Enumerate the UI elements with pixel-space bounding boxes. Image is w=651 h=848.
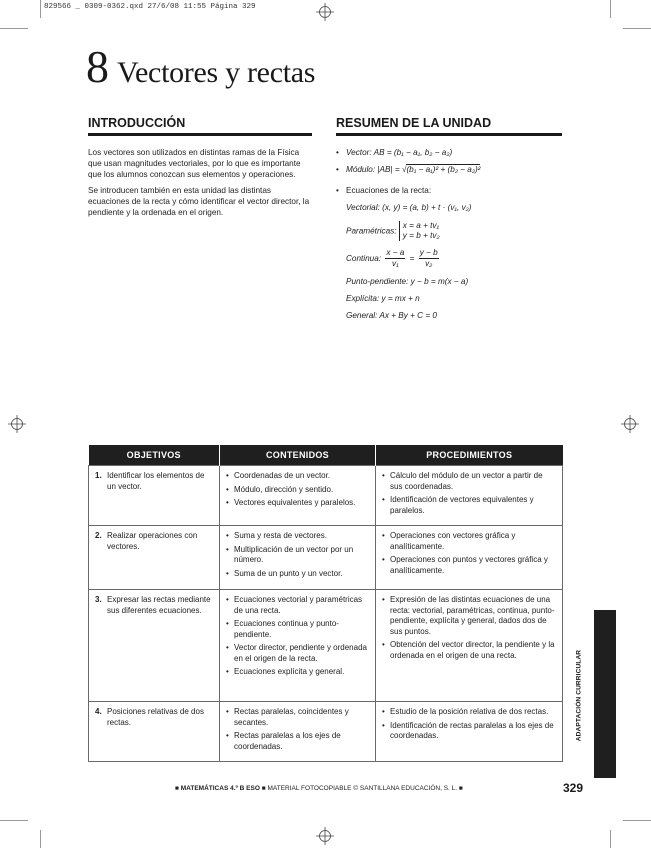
crop-mark <box>40 830 41 848</box>
crop-mark <box>623 28 651 29</box>
heading-rule <box>88 133 312 136</box>
list-item: • Ecuaciones explícita y general. <box>226 667 369 678</box>
crop-mark <box>610 0 611 18</box>
list-item: • Identificación de vectores equivalentes y paralelos. <box>382 495 556 516</box>
side-tab <box>594 610 616 778</box>
procedures-cell <box>376 526 563 590</box>
general-equation: General: Ax + By + C = 0 <box>346 311 437 320</box>
procedures-cell <box>376 702 563 762</box>
registration-mark-icon <box>316 827 334 845</box>
intro-paragraph: Se introducen también en esta unidad las distintas ecuaciones de la recta y cómo identificar el vector director, la pendiente y la ordenada en el origen. <box>88 185 310 218</box>
footer-book: MATEMÁTICAS 4.º B ESO <box>180 785 260 792</box>
parametric-equation: Paramétricas: x = a + tv₁ y = b + tv₂ <box>346 221 440 240</box>
table-row <box>89 526 563 590</box>
table-row <box>89 590 563 702</box>
registration-mark-icon <box>621 415 639 433</box>
objective-cell: 1. Identificar los elementos de un vector. <box>89 466 220 526</box>
table-header-row <box>89 445 563 466</box>
footer: ■ MATEMÁTICAS 4.º B ESO ■ MATERIAL FOTOCOPIABLE © SANTILLANA EDUCACIÓN, S. L. ■ <box>175 785 463 792</box>
procedures-cell <box>376 466 563 526</box>
objective-cell: 3. Expresar las rectas mediante sus diferentes ecuaciones. <box>89 590 220 702</box>
crop-mark <box>0 820 28 821</box>
list-item: • Cálculo del módulo de un vector a partir de sus coordenadas. <box>382 471 556 492</box>
list-item: • Multiplicación de un vector por un número. <box>226 545 369 566</box>
table-row <box>89 702 563 762</box>
header-contenidos: CONTENIDOS <box>220 445 376 466</box>
chapter-number: 8 <box>86 41 109 92</box>
list-item: • Expresión de las distintas ecuaciones de una recta: vectorial, paramétricas, continua, punto-pendiente, explícita y general, dados dos de sus puntos. <box>382 595 556 637</box>
vectorial-equation: Vectorial: (x, y) = (a, b) + t · (v₁, v₂) <box>346 203 472 212</box>
contents-cell <box>220 590 376 702</box>
registration-mark-icon <box>8 415 26 433</box>
continuous-equation: Continua: $\frac{x - a}{\text{v₁}}$ = $\frac{y - b}{\text{v₂}}$ <box>346 248 438 268</box>
chapter-name: Vectores y rectas <box>117 56 316 89</box>
list-item: • Identificación de rectas paralelas a los ejes de coordenadas. <box>382 721 556 742</box>
registration-mark-icon <box>316 3 334 21</box>
list-item: • Vector director, pendiente y ordenada en el origen de la recta. <box>226 643 369 664</box>
table-row <box>89 466 563 526</box>
crop-mark <box>0 28 28 29</box>
objective-cell: 2. Realizar operaciones con vectores. <box>89 526 220 590</box>
list-item: • Operaciones con vectores gráfica y analíticamente. <box>382 531 556 552</box>
print-slug: 829566 _ 0309-0362.qxd 27/6/08 11:55 Página 329 <box>44 3 256 11</box>
list-item: • Estudio de la posición relativa de dos rectas. <box>382 707 556 718</box>
contents-cell <box>220 526 376 590</box>
list-item: • Rectas paralelas a los ejes de coordenadas. <box>226 731 369 752</box>
list-item: • Rectas paralelas, coincidentes y secantes. <box>226 707 369 728</box>
modulo-formula: • Módulo: |AB| = √(b₁ − a₁)² + (b₂ − a₂)² <box>336 165 481 174</box>
list-item: • Coordenadas de un vector. <box>226 471 369 482</box>
intro-paragraph: Los vectores son utilizados en distintas ramas de la Física que usan magnitudes vectoriales, por lo que es importante que los alumnos conozcan sus elementos y operaciones. <box>88 148 301 180</box>
crop-mark <box>623 820 651 821</box>
objective-cell: 4. Posiciones relativas de dos rectas. <box>89 702 220 762</box>
contents-cell <box>220 702 376 762</box>
footer-copyright: MATERIAL FOTOCOPIABLE © SANTILLANA EDUCACIÓN, S. L. <box>267 785 458 792</box>
procedures-cell <box>376 590 563 702</box>
crop-mark <box>40 0 41 18</box>
vector-formula: • Vector: AB = (b₁ − a₁, b₂ − a₂) <box>336 148 453 157</box>
list-item: • Ecuaciones continua y punto-pendiente. <box>226 619 369 640</box>
intro-text <box>88 147 310 222</box>
equations-heading: • Ecuaciones de la recta: <box>336 186 432 195</box>
summary-heading: RESUMEN DE LA UNIDAD <box>336 116 492 130</box>
contents-cell <box>220 466 376 526</box>
list-item: • Obtención del vector director, la pendiente y la ordenada en el origen de una recta. <box>382 640 556 661</box>
list-item: • Módulo, dirección y sentido. <box>226 485 369 496</box>
objectives-table <box>88 445 563 762</box>
list-item: • Suma y resta de vectores. <box>226 531 369 542</box>
intro-heading: INTRODUCCIÓN <box>88 116 186 130</box>
page-number: 329 <box>563 781 584 795</box>
list-item: • Vectores equivalentes y paralelos. <box>226 498 369 509</box>
header-procedimientos: PROCEDIMIENTOS <box>376 445 563 466</box>
point-slope-equation: Punto-pendiente: y − b = m(x − a) <box>346 277 469 286</box>
crop-mark <box>610 830 611 848</box>
list-item: • Suma de un punto y un vector. <box>226 569 369 580</box>
explicit-equation: Explícita: y = mx + n <box>346 294 420 303</box>
header-objetivos: OBJETIVOS <box>89 445 220 466</box>
side-tab-label: ADAPTACIÓN CURRICULAR <box>575 649 583 742</box>
chapter-title <box>86 41 316 96</box>
list-item: • Ecuaciones vectorial y paramétricas de una recta. <box>226 595 369 616</box>
list-item: • Operaciones con puntos y vectores gráfica y analíticamente. <box>382 555 556 576</box>
heading-rule <box>336 133 562 136</box>
